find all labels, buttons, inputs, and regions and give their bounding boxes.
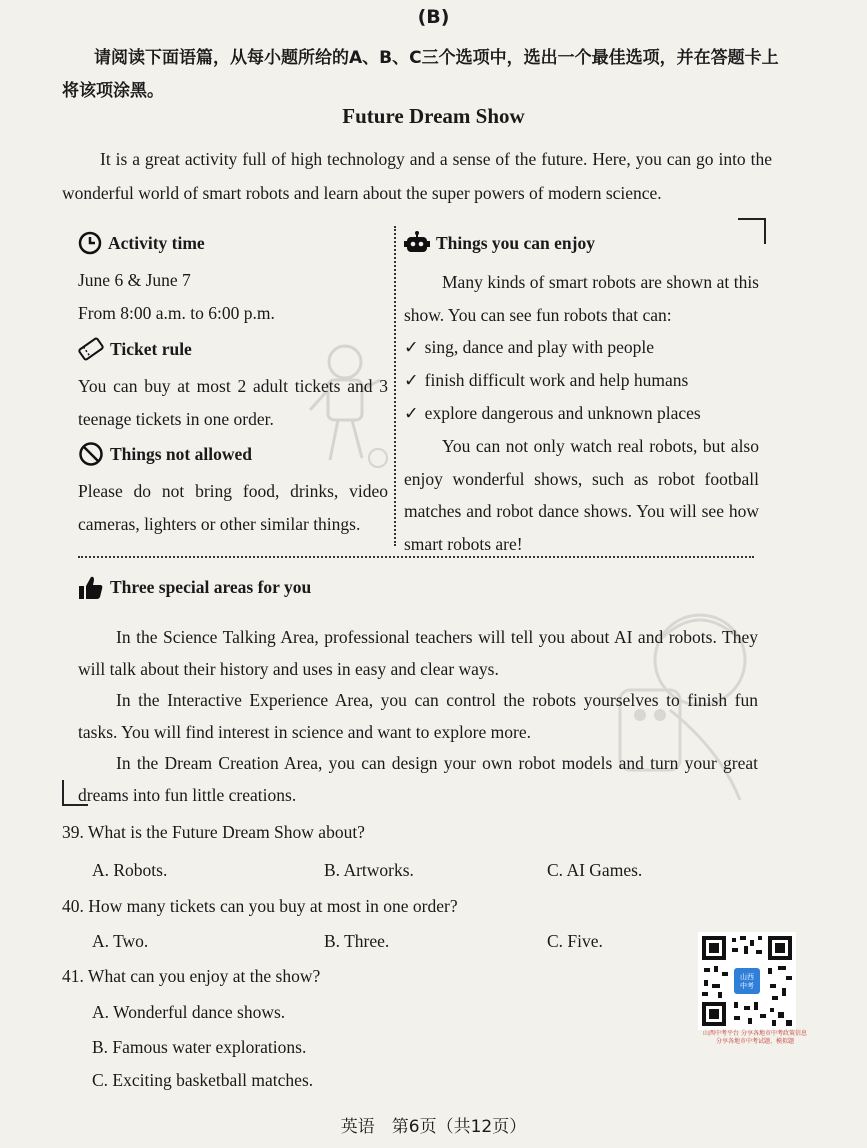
qr-caption: 山西中考平台 分享各地市中考政策信息 分享各地市中考试题、模拟题 [703, 1030, 807, 1045]
ticket-rule-text: You can buy at most 2 adult tickets and 3 teenage tickets in one order. [78, 376, 388, 429]
areas-heading [78, 572, 758, 602]
enjoy-heading-text: Things you can enjoy [436, 232, 595, 253]
option-40-b: B. Three. [324, 931, 390, 951]
svg-text:山西: 山西 [740, 973, 754, 981]
enjoy-list-item: ✓ finish difficult work and help humans [404, 370, 689, 390]
activity-hours: From 8:00 a.m. to 6:00 p.m. [78, 303, 275, 323]
option-39-b: B. Artworks. [324, 860, 414, 880]
question-41: 41. What can you enjoy at the show? [62, 966, 321, 986]
instruction-text: 请阅读下面语篇，从每小题所给的A、B、C三个选项中，选出一个最佳选项，并在答题卡上将该项涂黑。 [62, 48, 779, 101]
robot-icon [404, 231, 430, 255]
option-41-a: A. Wonderful dance shows. [92, 1002, 286, 1022]
section-label: (B) [417, 6, 450, 28]
not-allowed-heading-text: Things not allowed [110, 443, 252, 464]
option-41-b: B. Famous water explorations. [92, 1037, 307, 1057]
question-40: 40. How many tickets can you buy at most in one order? [62, 896, 458, 916]
svg-text:中考: 中考 [740, 982, 754, 990]
option-41-c: C. Exciting basketball matches. [92, 1070, 314, 1090]
area-dream-creation: In the Dream Creation Area, you can design your own robot models and turn your great dreams into fun little creations. [78, 753, 758, 805]
enjoy-list-item: ✓ explore dangerous and unknown places [404, 403, 701, 423]
special-areas-section [78, 572, 758, 811]
clock-icon [78, 231, 102, 255]
checkmark-icon: ✓ [404, 370, 419, 390]
option-39-a: A. Robots. [92, 860, 168, 880]
enjoy-list-item: ✓ sing, dance and play with people [404, 337, 655, 357]
passage-title: Future Dream Show [342, 104, 525, 128]
checkmark-icon: ✓ [404, 403, 419, 423]
page-footer: 英语 第6页（共12页） [340, 1117, 527, 1137]
enjoy-outro: You can not only watch real robots, but also enjoy wonderful shows, such as robot football matches and robot dance shows. You will see how smart robots are! [404, 436, 759, 554]
qr-code[interactable] [698, 932, 796, 1030]
section-divider [78, 556, 754, 558]
option-40-c: C. Five. [547, 931, 603, 951]
activity-time-heading-text: Activity time [108, 232, 205, 253]
thumbs-up-icon [78, 574, 104, 600]
enjoy-intro: Many kinds of smart robots are shown at this show. You can see fun robots that can: [404, 272, 759, 325]
areas-heading-text: Three special areas for you [110, 576, 312, 597]
not-allowed-heading [78, 439, 388, 469]
area-science-talking: In the Science Talking Area, professional teachers will tell you about AI and robots. They will talk about their history and uses in easy and clear ways. [78, 627, 758, 679]
ticket-icon [78, 337, 104, 361]
info-left-column [78, 228, 388, 540]
checkmark-icon: ✓ [404, 337, 419, 357]
ticket-rule-heading [78, 334, 388, 364]
activity-time-heading [78, 228, 388, 258]
intro-paragraph: It is a great activity full of high technology and a sense of the future. Here, you can go into the wonderful world of smart robots and learn about the super powers of modern science. [62, 149, 772, 203]
not-allowed-text: Please do not bring food, drinks, video cameras, lighters or other similar things. [78, 481, 388, 534]
area-interactive-experience: In the Interactive Experience Area, you can control the robots yourselves to finish fun tasks. You will find interest in science and want to explore more. [78, 690, 758, 742]
enjoy-heading [404, 228, 759, 258]
prohibited-icon [78, 441, 104, 467]
ticket-rule-heading-text: Ticket rule [110, 338, 192, 359]
activity-date: June 6 & June 7 [78, 270, 191, 290]
column-divider [394, 226, 396, 546]
option-40-a: A. Two. [92, 931, 149, 951]
info-right-column [404, 228, 759, 560]
question-39: 39. What is the Future Dream Show about? [62, 822, 365, 842]
option-39-c: C. AI Games. [547, 860, 643, 880]
